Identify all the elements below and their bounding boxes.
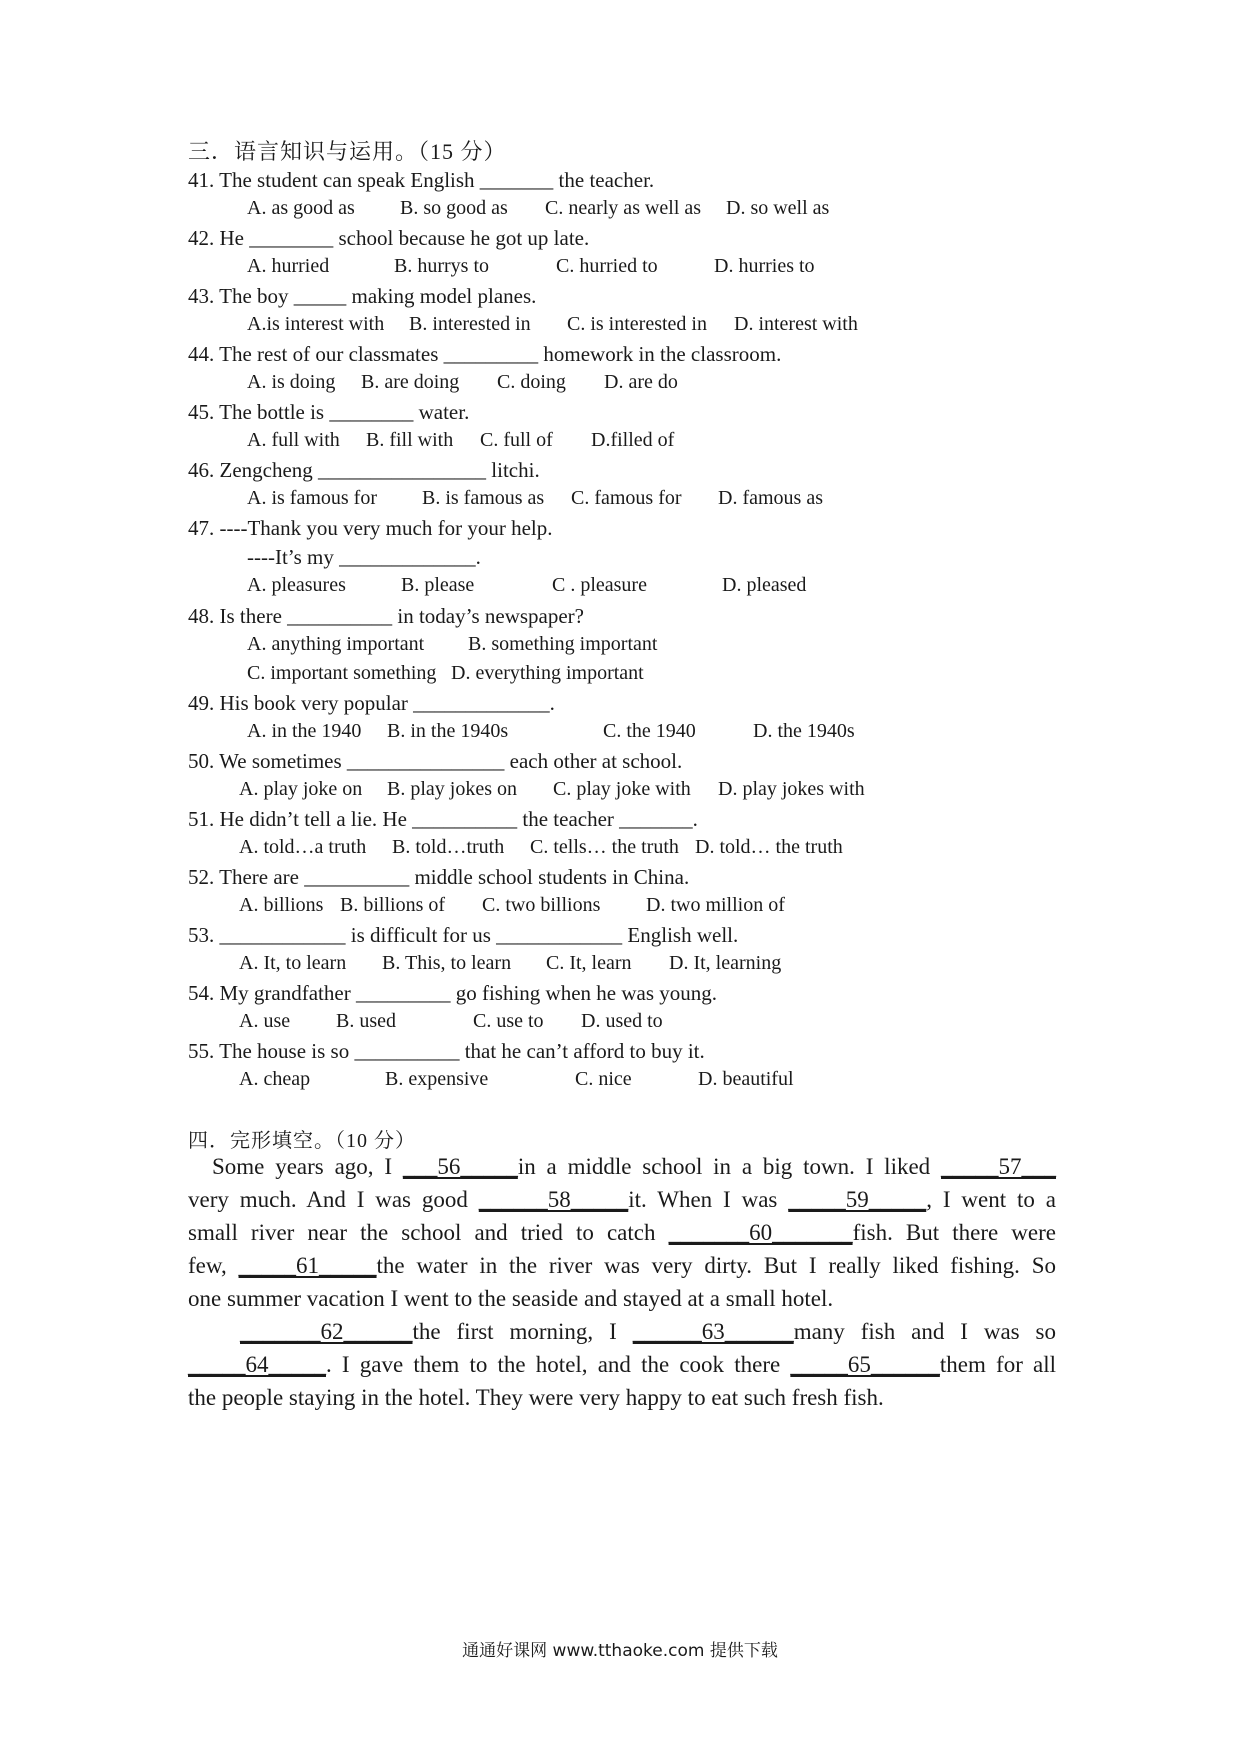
answer-option: C. full of: [480, 429, 553, 451]
answer-option: A. It, to learn: [239, 952, 347, 974]
passage-line: [188, 1216, 1056, 1249]
question-stem: 48. Is there __________ in today’s newspaper?: [188, 604, 584, 628]
question-stem: 52. There are __________ middle school students in China.: [188, 865, 690, 889]
answer-option: D. play jokes with: [718, 778, 865, 800]
answer-option: B. is famous as: [422, 487, 545, 509]
question-reply: ----It’s my _____________.: [247, 545, 481, 569]
answer-option: B. used: [336, 1010, 396, 1032]
answer-option: A. billions: [239, 894, 324, 916]
passage-line: [188, 1150, 1056, 1183]
passage-text: very much. And I was good: [188, 1187, 479, 1212]
answer-option: D. used to: [581, 1010, 663, 1032]
passage-text: , I went to a: [926, 1187, 1056, 1212]
question-stem: 42. He ________ school because he got up late.: [188, 226, 590, 250]
answer-option: B. interested in: [409, 313, 531, 335]
cloze-blank: _____57___: [941, 1154, 1056, 1179]
answer-option: B. please: [401, 574, 475, 596]
answer-option: A. use: [239, 1010, 291, 1032]
passage-line: [188, 1315, 1056, 1348]
answer-option: C. important something: [247, 662, 437, 684]
answer-option: B. so good as: [400, 197, 508, 219]
answer-option: D.filled of: [591, 429, 675, 451]
answer-option: A. anything important: [247, 633, 425, 655]
answer-option: B. told…truth: [392, 836, 505, 858]
answer-option: B. This, to learn: [382, 952, 512, 974]
answer-option: B. something important: [468, 633, 658, 655]
question-stem: 54. My grandfather _________ go fishing when he was young.: [188, 981, 717, 1005]
answer-option: C. It, learn: [546, 952, 632, 974]
answer-option: A. is doing: [247, 371, 336, 393]
cloze-blank: ______58_____: [478, 1187, 629, 1212]
answer-option: D. two million of: [646, 894, 785, 916]
answer-option: A. cheap: [239, 1068, 311, 1090]
passage-text: fish. But there were: [852, 1220, 1056, 1245]
question-stem: 43. The boy _____ making model planes.: [188, 284, 537, 308]
answer-option: D. told… the truth: [695, 836, 843, 858]
answer-option: C. play joke with: [553, 778, 691, 800]
passage-line: [188, 1282, 1056, 1315]
question-stem: 55. The house is so __________ that he can’t afford to buy it.: [188, 1039, 705, 1063]
passage-text: . I gave them to the hotel, and the cook there: [326, 1352, 791, 1377]
question-stem: 46. Zengcheng ________________ litchi.: [188, 458, 540, 482]
answer-option: D. so well as: [726, 197, 830, 219]
passage-text: Some years ago, I: [212, 1154, 403, 1179]
answer-option: B. are doing: [361, 371, 460, 393]
question-stem: 53. ____________ is difficult for us ____________ English well.: [188, 923, 739, 947]
answer-option: A.is interest with: [247, 313, 385, 335]
cloze-blank: _____59_____: [788, 1187, 927, 1212]
answer-option: B. expensive: [385, 1068, 489, 1090]
question-stem: 45. The bottle is ________ water.: [188, 400, 470, 424]
cloze-passage: [188, 1150, 1056, 1414]
passage-line: [188, 1381, 1056, 1414]
answer-option: A. told…a truth: [239, 836, 367, 858]
answer-option: C. famous for: [571, 487, 682, 509]
passage-text: small river near the school and tried to catch: [188, 1220, 669, 1245]
question-stem: 49. His book very popular _____________.: [188, 691, 555, 715]
cloze-blank: _____64_____: [188, 1352, 326, 1377]
answer-option: C. nearly as well as: [545, 197, 702, 219]
section-4-title: 四．完形填空。（10 分）: [188, 1130, 416, 1152]
answer-option: D. pleased: [722, 574, 807, 596]
answer-option: A. is famous for: [247, 487, 377, 509]
answer-option: A. full with: [247, 429, 340, 451]
answer-option: D. the 1940s: [753, 720, 855, 742]
cloze-blank: _____65______: [790, 1352, 940, 1377]
answer-option: A. pleasures: [247, 574, 346, 596]
answer-option: C. tells… the truth: [530, 836, 679, 858]
answer-option: D. everything important: [451, 662, 644, 684]
question-stem: 50. We sometimes _______________ each other at school.: [188, 749, 683, 773]
footer-credit: 通通好课网 www.tthaoke.com 提供下载: [462, 1641, 778, 1661]
passage-text: few,: [188, 1253, 239, 1278]
answer-option: B. hurrys to: [394, 255, 489, 277]
passage-text: the first morning, I: [412, 1319, 633, 1344]
answer-option: A. in the 1940: [247, 720, 362, 742]
answer-option: D. It, learning: [669, 952, 782, 974]
answer-option: B. billions of: [340, 894, 446, 916]
question-stem: 44. The rest of our classmates _________ homework in the classroom.: [188, 342, 782, 366]
section-3-title: 三．语言知识与运用。（15 分）: [188, 139, 507, 164]
passage-text: one summer vacation I went to the seaside and stayed at a small hotel.: [188, 1286, 834, 1311]
answer-option: A. play joke on: [239, 778, 363, 800]
answer-option: C. the 1940: [603, 720, 696, 742]
passage-text: many fish and I was so: [793, 1319, 1057, 1344]
answer-option: C. hurried to: [556, 255, 658, 277]
answer-option: D. beautiful: [698, 1068, 794, 1090]
passage-text: in a middle school in a big town. I liked: [517, 1154, 941, 1179]
passage-text: them for all: [939, 1352, 1057, 1377]
answer-option: C . pleasure: [552, 574, 647, 596]
question-stem: 47. ----Thank you very much for your help.: [188, 516, 553, 540]
passage-line: [188, 1348, 1056, 1381]
answer-option: A. as good as: [247, 197, 355, 219]
answer-option: C. use to: [473, 1010, 544, 1032]
cloze-blank: ______63______: [632, 1319, 794, 1344]
cloze-blank: _______60_______: [668, 1220, 853, 1245]
answer-option: C. is interested in: [567, 313, 707, 335]
answer-option: B. play jokes on: [387, 778, 517, 800]
answer-option: C. two billions: [482, 894, 601, 916]
answer-option: D. interest with: [734, 313, 858, 335]
passage-line: [188, 1249, 1056, 1282]
passage-text: the water in the river was very dirty. But I really liked fishing. So: [376, 1253, 1057, 1278]
passage-text: the people staying in the hotel. They were very happy to eat such fresh fish.: [188, 1385, 884, 1410]
cloze-blank: ___56_____: [402, 1154, 518, 1179]
passage-line: [188, 1183, 1056, 1216]
question-stem: 51. He didn’t tell a lie. He __________ the teacher _______.: [188, 807, 698, 831]
cloze-blank: _______62______: [240, 1319, 413, 1344]
passage-text: it. When I was: [628, 1187, 789, 1212]
answer-option: D. hurries to: [714, 255, 815, 277]
question-stem: 41. The student can speak English _______ the teacher.: [188, 168, 655, 192]
answer-option: A. hurried: [247, 255, 330, 277]
answer-option: D. famous as: [718, 487, 823, 509]
answer-option: B. fill with: [366, 429, 454, 451]
answer-option: B. in the 1940s: [387, 720, 509, 742]
answer-option: C. doing: [497, 371, 566, 393]
answer-option: D. are do: [604, 371, 678, 393]
answer-option: C. nice: [575, 1068, 632, 1090]
cloze-blank: _____61_____: [238, 1253, 377, 1278]
